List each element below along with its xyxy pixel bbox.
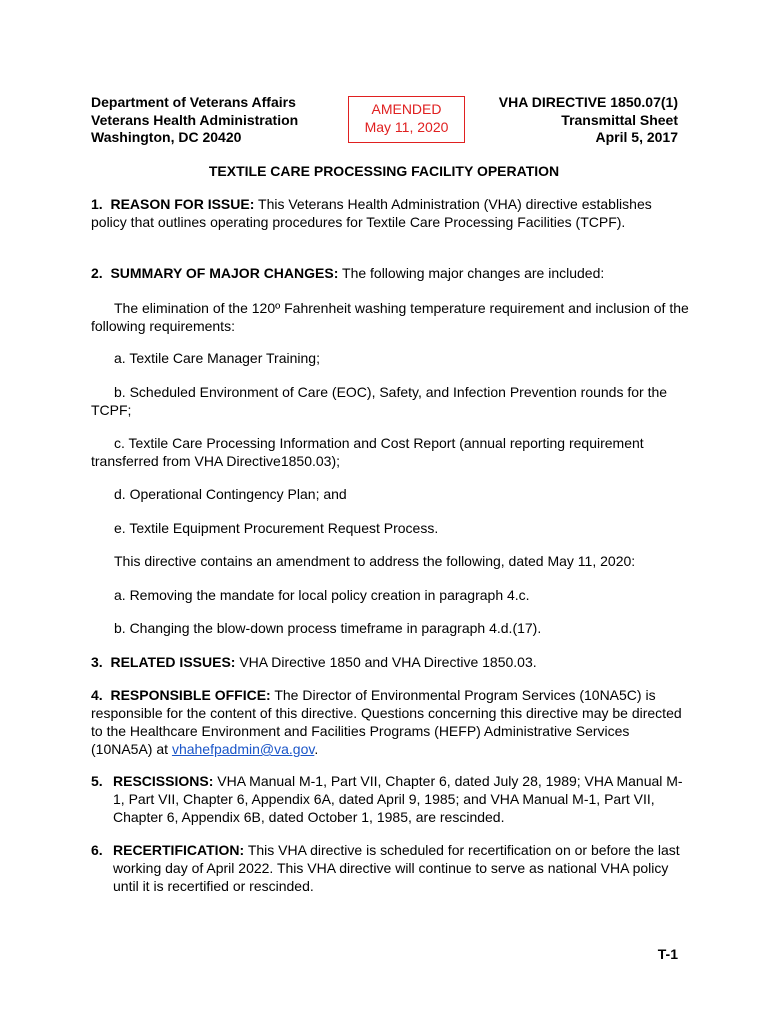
section-number: 4. — [91, 687, 103, 703]
section-recertification — [91, 841, 689, 895]
amendment-item: b. Changing the blow-down process timeframe in paragraph 4.d.(17). — [114, 620, 542, 636]
section-responsible-office — [91, 686, 689, 758]
change-item: b. Scheduled Environment of Care (EOC), Safety, and Infection Prevention rounds for the TCPF; — [91, 384, 668, 418]
section-text: VHA Manual M-1, Part VII, Chapter 6, dated July 28, 1989; VHA Manual M-1, Part VII, Chapter 6, Appendix 6A, dated April 9, 1985; and VHA Manual M-1, Part VII, Chapter 6, Appendix 6B, dated October 1, 1985, are rescinded. — [113, 773, 683, 825]
amended-stamp — [348, 96, 465, 143]
agency-address: Washington, DC 20420 — [91, 129, 242, 145]
change-item: d. Operational Contingency Plan; and — [114, 486, 347, 502]
header-agency — [91, 94, 298, 147]
section-label: RELATED ISSUES: — [110, 654, 236, 670]
page-number: T-1 — [657, 946, 678, 962]
section-text: VHA Directive 1850 and VHA Directive 1850.03. — [235, 654, 537, 670]
directive-number: VHA DIRECTIVE 1850.07(1) — [498, 94, 678, 110]
change-item: e. Textile Equipment Procurement Request Process. — [114, 520, 439, 536]
agency-administration: Veterans Health Administration — [91, 111, 299, 128]
transmittal-label: Transmittal Sheet — [561, 111, 678, 128]
section-summary-of-changes — [91, 264, 689, 282]
section-number: 3. — [91, 654, 103, 670]
changes-intro: The elimination of the 120º Fahrenheit washing temperature requirement and inclusion of the following requirements: — [91, 300, 689, 334]
stamp-date: May 11, 2020 — [364, 119, 449, 135]
stamp-label: AMENDED — [371, 101, 442, 117]
section-label: RESCISSIONS: — [113, 773, 214, 789]
section-text: This Veterans Health Administration (VHA) directive establishes policy that outlines operating procedures for Textile Care Processing Facilities (TCPF). — [91, 196, 652, 230]
section-number: 5. — [91, 773, 103, 789]
document-title: TEXTILE CARE PROCESSING FACILITY OPERATION — [208, 163, 560, 179]
section-label: SUMMARY OF MAJOR CHANGES: — [110, 265, 339, 281]
section-number: 1. — [91, 196, 103, 212]
section-number: 6. — [91, 842, 103, 858]
amendment-item: a. Removing the mandate for local policy creation in paragraph 4.c. — [114, 587, 530, 603]
section-rescissions — [91, 772, 689, 826]
section-text: This VHA directive is scheduled for recertification on or before the last working day of April 2022. This VHA directive will continue to serve as national VHA policy until it is recertified or rescinded. — [113, 842, 680, 894]
section-text: The Director of Environmental Program Services (10NA5C) is responsible for the content of this directive. Questions concerning this directive may be directed to the Healthcare Environment and Facilities Programs (HEFP) Administrative Services (10NA5A) at — [91, 687, 682, 757]
header-directive — [499, 94, 678, 147]
section-label: RESPONSIBLE OFFICE: — [110, 687, 271, 703]
section-number: 2. — [91, 265, 103, 281]
section-label: REASON FOR ISSUE: — [110, 196, 255, 212]
directive-date: April 5, 2017 — [595, 129, 678, 145]
agency-department: Department of Veterans Affairs — [91, 94, 296, 110]
contact-email-link[interactable]: vhahefpadmin@va.gov — [171, 741, 315, 757]
amendment-intro: This directive contains an amendment to address the following, dated May 11, 2020: — [114, 553, 636, 569]
section-related-issues — [91, 653, 689, 671]
change-item: a. Textile Care Manager Training; — [114, 350, 320, 366]
section-label: RECERTIFICATION: — [113, 842, 245, 858]
section-reason-for-issue — [91, 195, 689, 231]
section-text: The following major changes are included: — [338, 265, 605, 281]
change-item: c. Textile Care Processing Information and Cost Report (annual reporting requirement transferred from VHA Directive1850.03); — [91, 435, 644, 469]
section-text-end: . — [314, 741, 319, 757]
